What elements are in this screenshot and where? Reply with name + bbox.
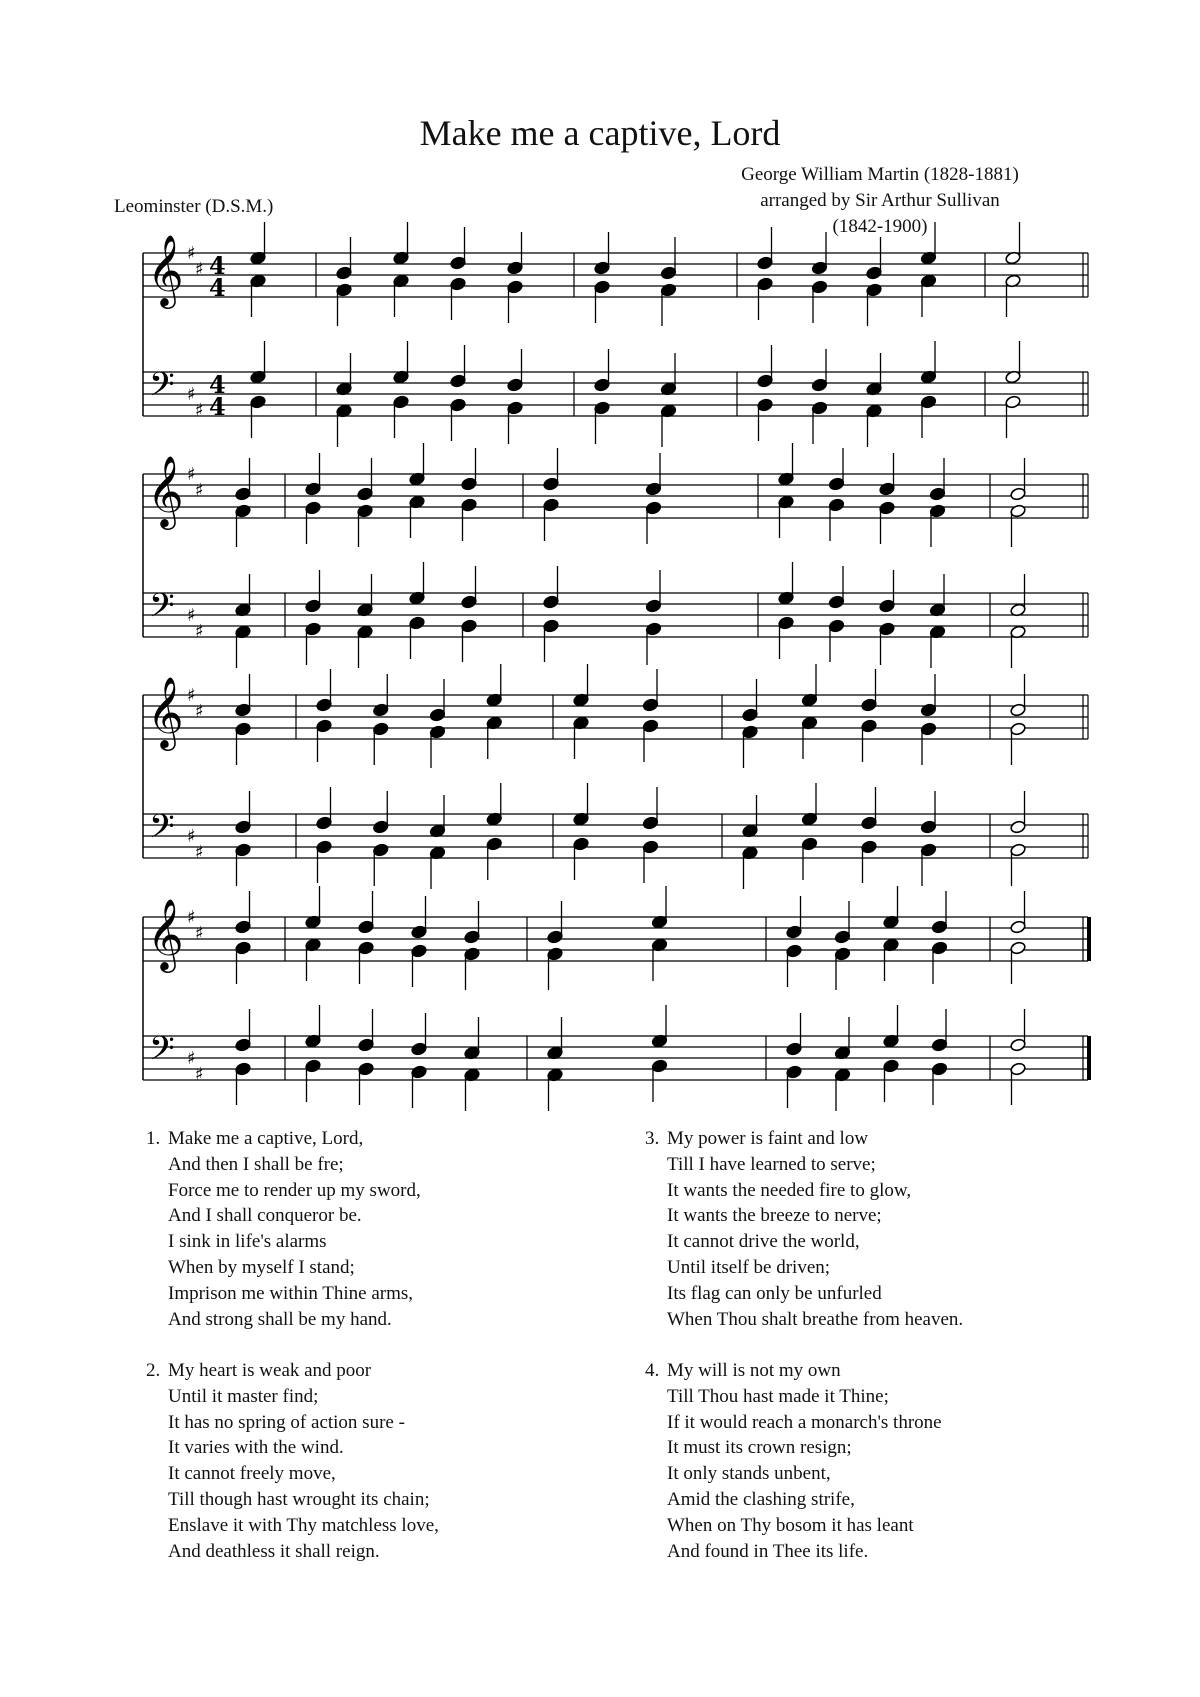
- note-head: [464, 947, 481, 961]
- note-head: [543, 595, 560, 609]
- verse-line: Until itself be driven;: [667, 1256, 831, 1278]
- verse-2: [146, 1358, 439, 1564]
- verse-line: It varies with the wind.: [168, 1437, 344, 1459]
- verse-line: Until it master find;: [168, 1385, 319, 1407]
- note-head: [357, 487, 374, 501]
- key-signature-sharp: ♯: [187, 1048, 196, 1069]
- verse-line: Till I have learned to serve;: [667, 1153, 876, 1175]
- verse-3: [645, 1126, 963, 1332]
- note-head: [372, 820, 389, 834]
- bass-clef-icon: 𝄢: [149, 1030, 175, 1076]
- note-head: [235, 820, 252, 834]
- note-head: [1010, 941, 1027, 955]
- note-head: [411, 944, 428, 958]
- note-head: [305, 501, 322, 515]
- verse-line: And then I shall be fre;: [168, 1153, 344, 1175]
- note-head: [429, 708, 446, 722]
- note-head: [757, 277, 774, 291]
- verse-line: 3. My power is faint and low: [645, 1126, 963, 1152]
- verse-line: Enslave it with Thy matchless love,: [168, 1514, 439, 1536]
- note-head: [828, 498, 845, 512]
- verse-line: Its flag can only be unfurled: [667, 1282, 882, 1304]
- note-head: [461, 619, 478, 633]
- note-head: [316, 816, 333, 830]
- note-head: [920, 395, 937, 409]
- note-head: [866, 266, 883, 280]
- note-head: [642, 698, 659, 712]
- note-head: [742, 725, 759, 739]
- verse-line: It cannot freely move,: [168, 1463, 336, 1485]
- note-head: [931, 1038, 948, 1052]
- key-signature-sharp: ♯: [195, 923, 204, 944]
- verse-line: It wants the needed fire to glow,: [667, 1179, 912, 1201]
- time-signature-bottom: 4: [209, 273, 226, 302]
- note-head: [861, 816, 878, 830]
- verse-line: 1. Make me a captive, Lord,: [146, 1126, 421, 1152]
- verse-line: 2. My heart is weak and poor: [146, 1358, 439, 1384]
- note-head: [1005, 395, 1022, 409]
- bass-clef-icon: 𝄢: [149, 808, 175, 854]
- note-head: [372, 703, 389, 717]
- note-head: [811, 280, 828, 294]
- note-head: [316, 719, 333, 733]
- key-signature-sharp: ♯: [187, 907, 196, 928]
- treble-clef-icon: 𝄞: [147, 233, 184, 306]
- note-head: [235, 722, 252, 736]
- note-head: [801, 837, 818, 851]
- note-head: [786, 1042, 803, 1056]
- verse-number: 2.: [146, 1360, 161, 1381]
- note-head: [861, 840, 878, 854]
- verse-line: It wants the breeze to nerve;: [667, 1205, 882, 1227]
- note-head: [645, 622, 662, 636]
- note-head: [235, 920, 252, 934]
- note-head: [1010, 843, 1027, 857]
- note-head: [411, 1065, 428, 1079]
- note-head: [235, 941, 252, 955]
- key-signature-sharp: ♯: [187, 685, 196, 706]
- note-head: [645, 599, 662, 613]
- key-signature-sharp: ♯: [187, 464, 196, 485]
- verse-line: Till Thou hast made it Thine;: [667, 1385, 889, 1407]
- note-head: [450, 277, 467, 291]
- note-head: [464, 930, 481, 944]
- note-head: [305, 599, 322, 613]
- verse-number: 3.: [645, 1128, 660, 1149]
- verse-line: It only stands unbent,: [667, 1463, 831, 1485]
- verse-line: And strong shall be my hand.: [168, 1308, 392, 1330]
- verse-line: Amid the clashing strife,: [667, 1488, 855, 1510]
- note-head: [357, 504, 374, 518]
- note-head: [811, 261, 828, 275]
- bass-clef-icon: 𝄢: [149, 587, 175, 633]
- note-head: [642, 719, 659, 733]
- note-head: [409, 616, 426, 630]
- note-head: [879, 482, 896, 496]
- note-head: [828, 619, 845, 633]
- note-head: [358, 1062, 375, 1076]
- note-head: [358, 920, 375, 934]
- note-head: [547, 930, 564, 944]
- verse-number: 1.: [146, 1128, 161, 1149]
- note-head: [834, 947, 851, 961]
- note-head: [594, 280, 611, 294]
- verse-line: It has no spring of action sure -: [168, 1411, 405, 1433]
- note-head: [594, 401, 611, 415]
- verse-line: And I shall conqueror be.: [168, 1205, 362, 1227]
- note-head: [461, 477, 478, 491]
- verse-line: I sink in life's alarms: [168, 1231, 327, 1253]
- verse-line: It cannot drive the world,: [667, 1231, 860, 1253]
- note-head: [757, 374, 774, 388]
- note-head: [660, 283, 677, 297]
- note-head: [594, 378, 611, 392]
- note-head: [305, 622, 322, 636]
- key-signature-sharp: ♯: [187, 243, 196, 264]
- note-head: [879, 501, 896, 515]
- note-head: [920, 843, 937, 857]
- note-head: [642, 816, 659, 830]
- note-head: [861, 719, 878, 733]
- note-head: [411, 1042, 428, 1056]
- note-head: [461, 498, 478, 512]
- note-head: [811, 378, 828, 392]
- note-head: [372, 722, 389, 736]
- key-signature-sharp: ♯: [195, 480, 204, 501]
- note-head: [642, 840, 659, 854]
- note-head: [486, 837, 503, 851]
- arranger-line: arranged by Sir Arthur Sullivan: [760, 190, 1000, 211]
- note-head: [507, 261, 524, 275]
- verse-line: Till though hast wrought its chain;: [168, 1488, 430, 1510]
- time-signature-top: 4: [209, 251, 226, 280]
- note-head: [235, 843, 252, 857]
- verse-1: [146, 1126, 421, 1332]
- note-head: [336, 283, 353, 297]
- note-head: [879, 622, 896, 636]
- note-head: [929, 504, 946, 518]
- note-head: [450, 256, 467, 270]
- note-head: [543, 619, 560, 633]
- note-head: [866, 283, 883, 297]
- note-head: [507, 401, 524, 415]
- note-head: [861, 698, 878, 712]
- key-signature-sharp: ♯: [187, 826, 196, 847]
- note-head: [931, 941, 948, 955]
- note-head: [920, 722, 937, 736]
- note-head: [931, 920, 948, 934]
- note-head: [358, 941, 375, 955]
- note-head: [828, 595, 845, 609]
- verse-line: Imprison me within Thine arms,: [168, 1282, 414, 1304]
- key-signature-sharp: ♯: [187, 605, 196, 626]
- composer-line: George William Martin (1828-1881): [741, 164, 1019, 185]
- note-head: [235, 703, 252, 717]
- key-signature-sharp: ♯: [195, 259, 204, 280]
- verse-number: 4.: [645, 1360, 660, 1381]
- note-head: [1010, 487, 1027, 501]
- key-signature-sharp: ♯: [187, 384, 196, 405]
- treble-clef-icon: 𝄞: [147, 675, 184, 748]
- note-head: [1010, 820, 1027, 834]
- note-head: [651, 1059, 668, 1073]
- note-head: [235, 504, 252, 518]
- note-head: [543, 498, 560, 512]
- key-signature-sharp: ♯: [195, 701, 204, 722]
- verse-line: It must its crown resign;: [667, 1437, 852, 1459]
- note-head: [411, 925, 428, 939]
- time-signature-top: 4: [209, 370, 226, 399]
- note-head: [1010, 722, 1027, 736]
- key-signature-sharp: ♯: [195, 400, 204, 421]
- note-head: [920, 703, 937, 717]
- note-head: [336, 266, 353, 280]
- note-head: [450, 398, 467, 412]
- note-head: [757, 256, 774, 270]
- note-head: [828, 477, 845, 491]
- note-head: [573, 837, 590, 851]
- note-head: [786, 925, 803, 939]
- time-signature-bottom: 4: [209, 392, 226, 421]
- note-head: [645, 501, 662, 515]
- note-head: [372, 843, 389, 857]
- note-head: [305, 482, 322, 496]
- key-signature-sharp: ♯: [195, 842, 204, 863]
- note-head: [461, 595, 478, 609]
- note-head: [879, 599, 896, 613]
- note-head: [429, 725, 446, 739]
- hymn-title: Make me a captive, Lord: [419, 113, 781, 153]
- note-head: [786, 1065, 803, 1079]
- note-head: [393, 395, 410, 409]
- note-head: [316, 698, 333, 712]
- key-signature-sharp: ♯: [195, 1064, 204, 1085]
- key-signature-sharp: ♯: [195, 621, 204, 642]
- note-head: [786, 944, 803, 958]
- note-head: [250, 395, 267, 409]
- verse-line: When Thou shalt breathe from heaven.: [667, 1308, 964, 1330]
- note-head: [450, 374, 467, 388]
- note-head: [920, 820, 937, 834]
- note-head: [1010, 703, 1027, 717]
- note-head: [235, 487, 252, 501]
- note-head: [507, 280, 524, 294]
- note-head: [543, 477, 560, 491]
- note-head: [1010, 1062, 1027, 1076]
- arranger-dates: (1842-1900): [832, 216, 928, 237]
- note-head: [1010, 504, 1027, 518]
- note-head: [757, 398, 774, 412]
- verse-line: When on Thy bosom it has leant: [667, 1514, 914, 1536]
- note-head: [660, 266, 677, 280]
- note-head: [778, 616, 795, 630]
- treble-clef-icon: 𝄞: [147, 454, 184, 527]
- verse-line: When by myself I stand;: [168, 1256, 355, 1278]
- note-head: [1010, 920, 1027, 934]
- verse-line: If it would reach a monarch's throne: [667, 1411, 942, 1433]
- tune-name: Leominster (D.S.M.): [114, 196, 274, 217]
- note-head: [507, 378, 524, 392]
- note-head: [1010, 1038, 1027, 1052]
- note-head: [305, 1059, 322, 1073]
- treble-clef-icon: 𝄞: [147, 897, 184, 970]
- note-head: [811, 401, 828, 415]
- note-head: [645, 482, 662, 496]
- note-head: [594, 261, 611, 275]
- note-head: [929, 487, 946, 501]
- note-head: [235, 1038, 252, 1052]
- bass-clef-icon: 𝄢: [149, 366, 175, 412]
- verse-line: Force me to render up my sword,: [168, 1179, 421, 1201]
- note-head: [547, 947, 564, 961]
- note-head: [742, 708, 759, 722]
- note-head: [883, 1059, 900, 1073]
- note-head: [235, 1062, 252, 1076]
- note-head: [834, 930, 851, 944]
- verse-4: [645, 1358, 942, 1564]
- note-head: [316, 840, 333, 854]
- note-head: [931, 1062, 948, 1076]
- verse-line: 4. My will is not my own: [645, 1358, 942, 1384]
- verse-line: And found in Thee its life.: [667, 1540, 869, 1562]
- verse-line: And deathless it shall reign.: [168, 1540, 380, 1562]
- note-head: [358, 1038, 375, 1052]
